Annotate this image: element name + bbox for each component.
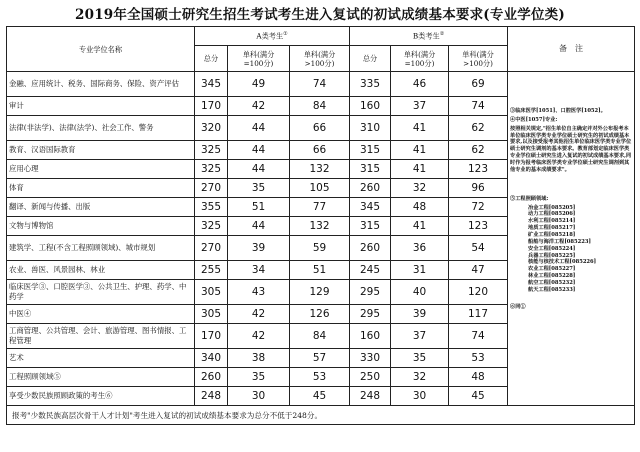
score-b-total: 310 xyxy=(350,116,391,141)
engineering-field-item: 船舶与海洋工程[085223] xyxy=(528,238,591,245)
score-b-total: 335 xyxy=(350,72,391,97)
header-b-single-gt100 xyxy=(449,46,508,72)
header-group-a-mark: ① xyxy=(283,31,288,38)
header-category: 专业学位名称 xyxy=(7,27,195,72)
row-category: 工商管理、公共管理、会计、旅游管理、图书情报、工程管理 xyxy=(7,324,195,349)
score-b-gt100: 72 xyxy=(449,198,508,217)
score-a-gt100: 66 xyxy=(290,141,350,160)
score-b-100: 41 xyxy=(391,160,449,179)
header-b-single-100-l2: =100分) xyxy=(404,58,435,68)
row-category: 临床医学③、口腔医学③、公共卫生、护理、药学、中药学 xyxy=(7,280,195,305)
score-a-gt100: 132 xyxy=(290,160,350,179)
score-b-gt100: 123 xyxy=(449,217,508,236)
score-b-total: 250 xyxy=(350,368,391,387)
row-category: 金融、应用统计、税务、国际商务、保险、资产评估 xyxy=(7,72,195,97)
score-b-100: 48 xyxy=(391,198,449,217)
engineering-field-item: 矿业工程[085218] xyxy=(528,232,576,239)
score-a-total: 325 xyxy=(195,141,228,160)
engineering-field-item: 林业工程[085228] xyxy=(528,273,576,280)
header-group-b-label: B类考生 xyxy=(412,31,440,41)
engineering-field-item: 核能与核技术工程[085226] xyxy=(528,259,597,266)
header-notes: 备 注 xyxy=(508,27,635,72)
score-a-gt100: 132 xyxy=(290,217,350,236)
row-category: 艺术 xyxy=(7,349,195,368)
row-category: 应用心理 xyxy=(7,160,195,179)
footer-note: 报考"少数民族高层次骨干人才计划"考生进入复试的初试成绩基本要求为总分不低于248分。 xyxy=(7,406,635,425)
row-category: 审计 xyxy=(7,97,195,116)
row-category: 法律(非法学)、法律(法学)、社会工作、警务 xyxy=(7,116,195,141)
header-b-total: 总分 xyxy=(350,46,391,72)
engineering-field-item: 航空工程[085232] xyxy=(528,280,576,287)
score-b-total: 330 xyxy=(350,349,391,368)
score-b-100: 36 xyxy=(391,236,449,261)
score-a-gt100: 84 xyxy=(290,324,350,349)
score-a-gt100: 45 xyxy=(290,387,350,406)
engineering-field-item: 安全工程[085224] xyxy=(528,245,576,252)
notes-cell xyxy=(508,72,635,406)
score-a-gt100: 84 xyxy=(290,97,350,116)
score-b-total: 295 xyxy=(350,280,391,305)
score-a-total: 255 xyxy=(195,261,228,280)
engineering-field-item: 兵器工程[085225] xyxy=(528,252,576,259)
score-a-total: 170 xyxy=(195,324,228,349)
score-b-100: 46 xyxy=(391,72,449,97)
notes-content xyxy=(510,78,632,311)
score-a-100: 30 xyxy=(228,387,290,406)
score-a-100: 42 xyxy=(228,305,290,324)
score-a-total: 305 xyxy=(195,305,228,324)
table-row xyxy=(7,72,635,97)
header-b-single-gt100-l1: 单科(满分 xyxy=(462,49,494,59)
score-a-100: 34 xyxy=(228,261,290,280)
score-a-100: 35 xyxy=(228,368,290,387)
engineering-field-item: 航天工程[085233] xyxy=(528,286,576,293)
score-a-gt100: 53 xyxy=(290,368,350,387)
score-b-100: 30 xyxy=(391,387,449,406)
score-a-100: 44 xyxy=(228,160,290,179)
note-6: ⑥同① xyxy=(510,303,526,310)
score-b-100: 32 xyxy=(391,368,449,387)
score-b-total: 295 xyxy=(350,305,391,324)
row-category: 享受少数民族照顾政策的考生⑥ xyxy=(7,387,195,406)
score-b-100: 41 xyxy=(391,217,449,236)
score-a-gt100: 126 xyxy=(290,305,350,324)
row-category: 建筑学、工程(不含工程照顾领域)、城市规划 xyxy=(7,236,195,261)
score-b-gt100: 74 xyxy=(449,97,508,116)
header-a-single-gt100-l2: >100分) xyxy=(304,58,335,68)
score-a-100: 44 xyxy=(228,217,290,236)
header-group-b-mark: ② xyxy=(439,31,445,38)
score-a-100: 49 xyxy=(228,72,290,97)
score-a-total: 170 xyxy=(195,97,228,116)
score-b-gt100: 53 xyxy=(449,349,508,368)
row-category: 体育 xyxy=(7,179,195,198)
score-b-total: 345 xyxy=(350,198,391,217)
score-a-100: 39 xyxy=(228,236,290,261)
row-category: 中医④ xyxy=(7,305,195,324)
score-b-gt100: 62 xyxy=(449,141,508,160)
score-a-gt100: 57 xyxy=(290,349,350,368)
score-b-gt100: 74 xyxy=(449,324,508,349)
score-b-gt100: 123 xyxy=(449,160,508,179)
score-a-total: 340 xyxy=(195,349,228,368)
score-b-100: 37 xyxy=(391,324,449,349)
score-b-100: 35 xyxy=(391,349,449,368)
score-a-total: 355 xyxy=(195,198,228,217)
note-4-body: 按照相关规定,"招生单位自主确定并对外公布报考本单位临床医学类专业学位硕士研究生的初试成绩基本要求,以及接受报考其他招生单位临床医学类专业学位硕士研究生调剂的基本要求。教育部划定临床医学类专业学位硕士研究生进入复试的初试成绩基本要求,同时作为报考临床医学类专业学位硕士研究生调剂到其他专业的基本成绩要求"。 xyxy=(510,125,632,173)
engineering-field-item: 水利工程[085214] xyxy=(528,218,576,225)
score-a-100: 44 xyxy=(228,116,290,141)
score-a-gt100: 59 xyxy=(290,236,350,261)
score-a-gt100: 66 xyxy=(290,116,350,141)
score-b-gt100: 54 xyxy=(449,236,508,261)
row-category: 翻译、新闻与传播、出版 xyxy=(7,198,195,217)
score-a-total: 325 xyxy=(195,217,228,236)
score-b-100: 41 xyxy=(391,116,449,141)
score-a-total: 325 xyxy=(195,160,228,179)
note-3: ③临床医学[1051]、口腔医学[1052]。 xyxy=(510,108,606,114)
score-b-100: 39 xyxy=(391,305,449,324)
header-group-a xyxy=(195,27,350,46)
score-b-total: 315 xyxy=(350,141,391,160)
score-a-gt100: 51 xyxy=(290,261,350,280)
score-b-gt100: 120 xyxy=(449,280,508,305)
score-a-100: 51 xyxy=(228,198,290,217)
score-b-gt100: 45 xyxy=(449,387,508,406)
row-category: 教育、汉语国际教育 xyxy=(7,141,195,160)
header-a-single-gt100 xyxy=(290,46,350,72)
score-a-100: 43 xyxy=(228,280,290,305)
score-b-total: 160 xyxy=(350,324,391,349)
engineering-field-item: 冶金工程[085205] xyxy=(528,204,576,211)
score-b-total: 248 xyxy=(350,387,391,406)
score-b-gt100: 48 xyxy=(449,368,508,387)
engineering-field-item: 动力工程[085206] xyxy=(528,211,576,218)
row-category: 农业、兽医、风景园林、林业 xyxy=(7,261,195,280)
page-title: 2019年全国硕士研究生招生考试考生进入复试的初试成绩基本要求(专业学位类) xyxy=(75,7,565,23)
score-b-gt100: 69 xyxy=(449,72,508,97)
header-a-total: 总分 xyxy=(195,46,228,72)
score-b-total: 315 xyxy=(350,160,391,179)
score-b-100: 40 xyxy=(391,280,449,305)
score-a-total: 320 xyxy=(195,116,228,141)
score-a-gt100: 77 xyxy=(290,198,350,217)
header-a-single-gt100-l1: 单科(满分 xyxy=(303,49,336,59)
score-a-gt100: 105 xyxy=(290,179,350,198)
score-a-gt100: 129 xyxy=(290,280,350,305)
header-a-single-100 xyxy=(228,46,290,72)
score-a-total: 270 xyxy=(195,236,228,261)
row-category: 工程照顾领域⑤ xyxy=(7,368,195,387)
header-b-single-100-l1: 单科(满分 xyxy=(403,49,436,59)
score-b-100: 41 xyxy=(391,141,449,160)
score-a-100: 42 xyxy=(228,97,290,116)
score-a-total: 248 xyxy=(195,387,228,406)
score-b-gt100: 96 xyxy=(449,179,508,198)
score-b-total: 245 xyxy=(350,261,391,280)
score-a-total: 270 xyxy=(195,179,228,198)
header-a-single-100-l2: =100分) xyxy=(243,58,274,68)
score-a-gt100: 74 xyxy=(290,72,350,97)
score-b-100: 31 xyxy=(391,261,449,280)
score-a-total: 305 xyxy=(195,280,228,305)
header-group-b xyxy=(350,27,508,46)
engineering-field-item: 农业工程[085227] xyxy=(528,266,576,273)
note-5-title: ⑤工程照顾领域: xyxy=(510,195,549,202)
row-category: 文物与博物馆 xyxy=(7,217,195,236)
score-b-gt100: 62 xyxy=(449,116,508,141)
header-a-single-100-l1: 单科(满分 xyxy=(242,49,275,59)
score-b-total: 160 xyxy=(350,97,391,116)
score-b-total: 315 xyxy=(350,217,391,236)
note-4-title: ④中医[1057]专业: xyxy=(510,116,558,123)
score-b-total: 260 xyxy=(350,236,391,261)
score-a-100: 42 xyxy=(228,324,290,349)
header-group-a-label: A类考生 xyxy=(256,31,284,41)
score-b-gt100: 47 xyxy=(449,261,508,280)
header-b-single-gt100-l2: >100分) xyxy=(463,58,493,68)
engineering-field-item: 地质工程[085217] xyxy=(528,225,576,232)
score-a-100: 35 xyxy=(228,179,290,198)
score-b-100: 37 xyxy=(391,97,449,116)
score-b-gt100: 117 xyxy=(449,305,508,324)
score-a-total: 260 xyxy=(195,368,228,387)
score-b-total: 260 xyxy=(350,179,391,198)
score-a-100: 44 xyxy=(228,141,290,160)
score-a-total: 345 xyxy=(195,72,228,97)
header-b-single-100 xyxy=(391,46,449,72)
score-table xyxy=(6,26,635,425)
score-a-100: 38 xyxy=(228,349,290,368)
score-b-100: 32 xyxy=(391,179,449,198)
